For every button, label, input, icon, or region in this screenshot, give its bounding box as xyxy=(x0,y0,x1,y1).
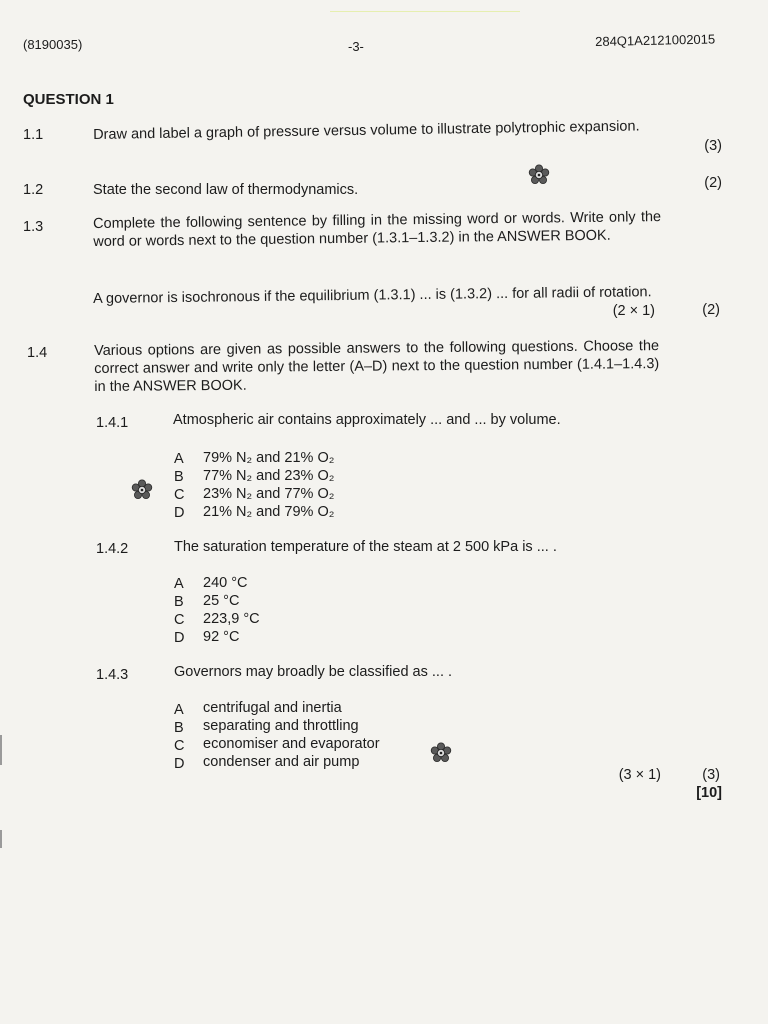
header-right-code: 284Q1A2121002015 xyxy=(595,31,716,49)
option-letter: A xyxy=(174,451,184,467)
option-text: economiser and evaporator xyxy=(203,736,380,752)
question-title: QUESTION 1 xyxy=(23,91,114,108)
sub-question-text: The saturation temperature of the steam at 2 500 kPa is ... . xyxy=(174,539,557,555)
fill-in-sentence: A governor is isochronous if the equilibrium (1.3.1) ... is (1.3.2) ... for all radii of rotation. xyxy=(93,284,652,307)
sub-question-text: Atmospheric air contains approximately ... and ... by volume. xyxy=(173,412,561,428)
question-number: 1.4 xyxy=(27,345,48,361)
option-letter: C xyxy=(174,612,185,628)
sub-question-number: 1.4.2 xyxy=(96,541,129,557)
option-text: 77% N₂ and 23% O₂ xyxy=(203,468,335,484)
option-text: 223,9 °C xyxy=(203,611,260,627)
option-text: separating and throttling xyxy=(203,718,359,734)
question-total: [10] xyxy=(696,785,722,801)
option-text: 92 °C xyxy=(203,629,240,645)
option-letter: B xyxy=(174,720,184,736)
top-edge-line xyxy=(330,11,520,12)
option-letter: D xyxy=(174,505,185,521)
question-text: Various options are given as possible answers to the following questions. Choose the correct answer and write only the letter (A–D) next to the question number (1.4.1–1.4.3) in the ANSWER BOOK. xyxy=(94,338,660,395)
flower-stamp-icon xyxy=(528,164,550,186)
option-text: centrifugal and inertia xyxy=(203,700,342,716)
option-text: condenser and air pump xyxy=(203,754,360,770)
flower-stamp-icon xyxy=(430,742,452,764)
sub-question-number: 1.4.3 xyxy=(96,667,129,683)
option-letter: B xyxy=(174,469,184,485)
option-text: 79% N₂ and 21% O₂ xyxy=(203,450,335,466)
question-number: 1.2 xyxy=(23,182,44,198)
sub-question-number: 1.4.1 xyxy=(96,415,129,431)
header-page-number: -3- xyxy=(348,39,364,54)
option-letter: B xyxy=(174,594,184,610)
flower-stamp-icon xyxy=(131,479,153,501)
option-letter: A xyxy=(174,576,184,592)
question-text: Draw and label a graph of pressure versus volume to illustrate polytrophic expansion. xyxy=(93,118,640,143)
question-number: 1.1 xyxy=(23,127,44,143)
sub-marks: (2 × 1) xyxy=(612,303,655,319)
option-text: 21% N₂ and 79% O₂ xyxy=(203,504,335,520)
marks: (3) xyxy=(702,767,720,783)
header-left-code: (8190035) xyxy=(23,37,83,52)
sub-marks: (3 × 1) xyxy=(618,767,661,783)
question-text: Complete the following sentence by filling in the missing word or words. Write only the word or words next to the question number (1.3.1–1.3.2) in the ANSWER BOOK. xyxy=(93,209,662,250)
marks: (3) xyxy=(704,138,722,154)
option-letter: C xyxy=(174,738,185,754)
question-text: State the second law of thermodynamics. xyxy=(93,182,359,198)
marks: (2) xyxy=(704,175,722,191)
option-text: 25 °C xyxy=(203,593,240,609)
marks: (2) xyxy=(702,302,720,318)
question-number: 1.3 xyxy=(23,219,44,235)
margin-mark xyxy=(0,735,2,765)
option-letter: C xyxy=(174,487,185,503)
sub-question-text: Governors may broadly be classified as ... . xyxy=(174,664,453,680)
option-letter: D xyxy=(174,756,185,772)
option-letter: A xyxy=(174,702,184,718)
option-text: 23% N₂ and 77% O₂ xyxy=(203,486,335,502)
option-letter: D xyxy=(174,630,185,646)
margin-mark xyxy=(0,830,2,848)
option-text: 240 °C xyxy=(203,575,248,591)
